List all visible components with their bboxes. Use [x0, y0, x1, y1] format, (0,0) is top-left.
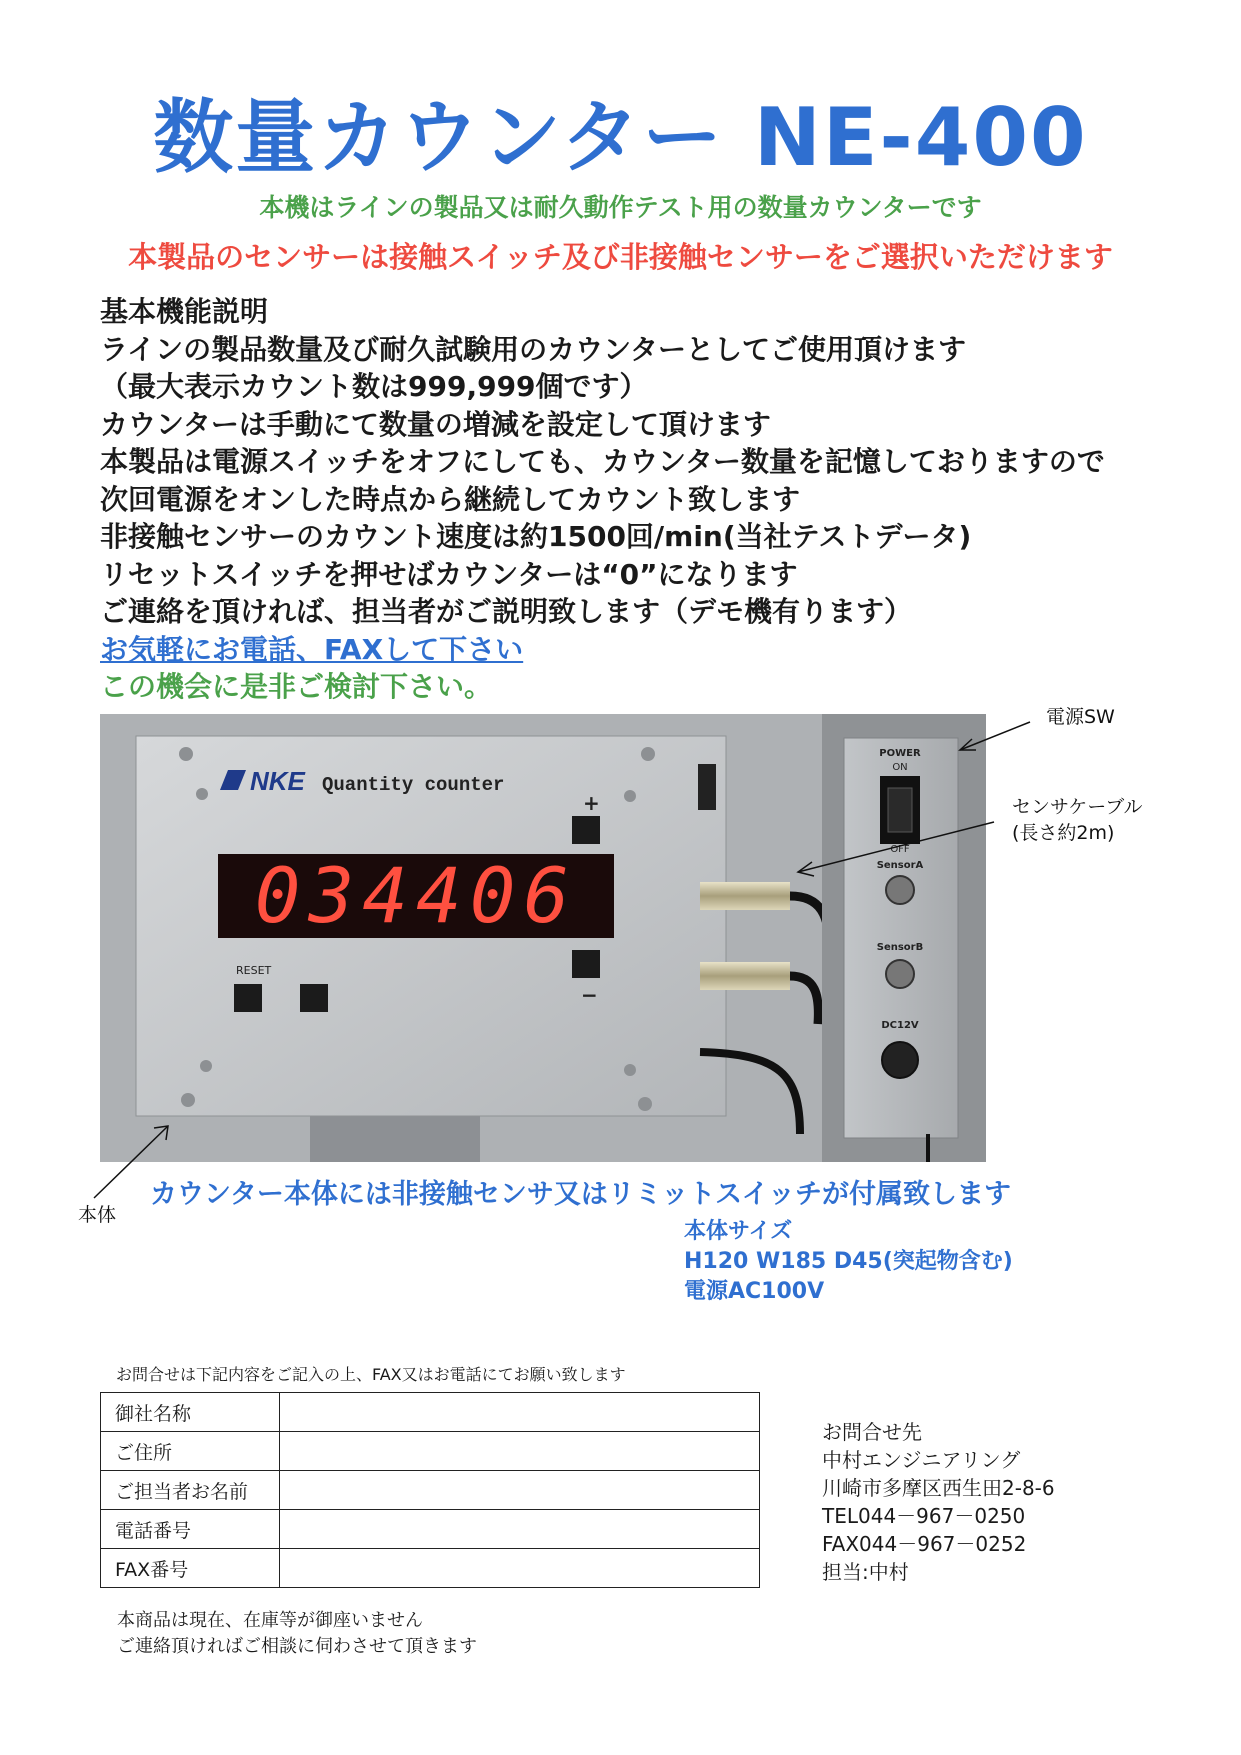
page-title: 数量カウンター NE-400 [153, 91, 1088, 184]
contact-company: 中村エンジニアリング [822, 1448, 1021, 1472]
inquiry-note: お問合せは下記内容をご記入の上、FAX又はお電話にてお願い致します [116, 1365, 626, 1384]
form-label-address: ご住所 [101, 1432, 280, 1471]
inquiry-form [100, 1392, 760, 1588]
sensor-a-label: SensorA [876, 860, 924, 871]
form-label-contact-name: ご担当者お名前 [101, 1471, 280, 1510]
on-label: ON [892, 762, 908, 773]
form-input-phone[interactable] [280, 1510, 760, 1549]
form-label-phone: 電話番号 [101, 1510, 280, 1549]
reset-label: RESET [236, 964, 272, 977]
contact-tel: TEL044－967－0250 [822, 1504, 1026, 1528]
form-row [101, 1510, 760, 1549]
feature-line: ラインの製品数量及び耐久試験用のカウンターとしてご使用頂けます [100, 332, 967, 366]
subtitle-purpose: 本機はラインの製品又は耐久動作テスト用の数量カウンターです [259, 193, 982, 222]
minus-label: − [581, 983, 598, 1007]
form-row [101, 1549, 760, 1588]
form-label-company: 御社名称 [101, 1393, 280, 1432]
form-input-fax[interactable] [280, 1549, 760, 1588]
call-to-action: お気軽にお電話、FAXして下さい [100, 632, 524, 666]
contact-address: 川崎市多摩区西生田2-8-6 [822, 1476, 1055, 1500]
feature-line: （最大表示カウント数は999,999個です） [100, 370, 648, 403]
form-input-company[interactable] [280, 1393, 760, 1432]
subtitle-sensor-options: 本製品のセンサーは接触スイッチ及び非接触センサーをご選択いただけます [128, 240, 1113, 274]
callout-sensor-cable: センサケーブル [1012, 796, 1143, 818]
feature-line: 次回電源をオンした時点から継続してカウント致します [100, 482, 801, 516]
feature-line: 非接触センサーのカウント速度は約1500回/min(当社テストデータ) [100, 520, 972, 553]
form-input-contact-name[interactable] [280, 1471, 760, 1510]
contact-fax: FAX044－967－0252 [822, 1532, 1027, 1556]
device-label: Quantity counter [322, 774, 505, 796]
spec-size: H120 W185 D45(突起物含む) [684, 1249, 1013, 1274]
off-label: OFF [890, 844, 910, 855]
power-label: POWER [879, 748, 921, 759]
spec-heading: 本体サイズ [684, 1219, 793, 1244]
accessory-caption: カウンター本体には非接触センサ又はリミットスイッチが付属致します [150, 1179, 1012, 1210]
form-row [101, 1393, 760, 1432]
contact-person: 担当:中村 [822, 1560, 909, 1584]
dc-label: DC12V [881, 1020, 919, 1031]
closing-message: この機会に是非ご検討下さい。 [100, 670, 493, 703]
callout-power-sw: 電源SW [1046, 706, 1115, 728]
callout-body: 本体 [78, 1204, 117, 1226]
feature-heading: 基本機能説明 [100, 295, 269, 328]
spec-block [684, 1217, 1013, 1307]
display-value: 034406 [254, 851, 578, 940]
feature-line: カウンターは手動にて数量の増減を設定して頂けます [100, 407, 771, 441]
form-row [101, 1432, 760, 1471]
plus-label: + [583, 791, 600, 815]
contact-block [822, 1418, 1055, 1586]
form-row [101, 1471, 760, 1510]
feature-line: ご連絡を頂ければ、担当者がご説明致します（デモ機有ります） [100, 595, 913, 628]
contact-heading: お問合せ先 [822, 1420, 922, 1444]
sensor-b-label: SensorB [876, 942, 924, 953]
feature-line: 本製品は電源スイッチをオフにしても、カウンター数量を記憶しておりますので [100, 445, 1105, 478]
feature-line: リセットスイッチを押せばカウンターは“0”になります [100, 557, 798, 591]
spec-power: 電源AC100V [684, 1279, 825, 1304]
callout-sensor-cable-length: (長さ約2m) [1012, 822, 1115, 844]
form-input-address[interactable] [280, 1432, 760, 1471]
footer-note [117, 1608, 477, 1660]
footer-line: ご連絡頂ければご相談に伺わさせて頂きます [117, 1636, 477, 1657]
arrow-power-sw [960, 722, 1030, 750]
logo-text: NKE [250, 766, 305, 796]
form-label-fax: FAX番号 [101, 1549, 280, 1588]
footer-line: 本商品は現在、在庫等が御座いません [117, 1610, 423, 1631]
arrow-sensor-cable [798, 822, 994, 872]
